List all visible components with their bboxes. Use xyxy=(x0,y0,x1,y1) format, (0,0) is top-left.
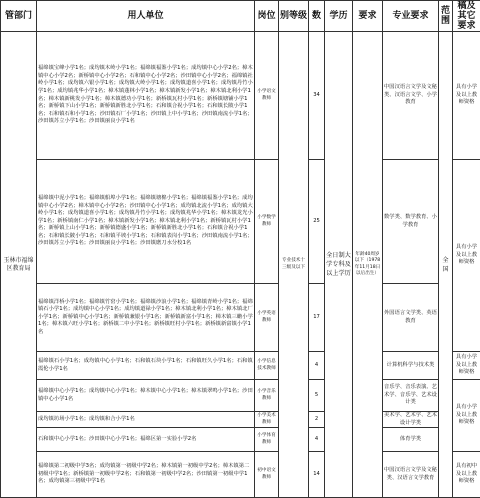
major-cell: 美术学、艺术学、艺术设计学类 xyxy=(383,412,439,428)
header-other: 稿及其它要求 xyxy=(453,1,480,32)
header-count: 数 xyxy=(309,1,325,32)
header-post: 岗位 xyxy=(255,1,279,32)
major-cell: 外国语言文学类、英语教育 xyxy=(383,284,439,352)
units-cell: 福绵镇宝峰小学1名；成均镇木岭小学1名；福绵镇福鉴小学1名；成均镇中心小学2名；樟木镇中心小学2名；新桥镇中心小学2名；石和镇中心小学2名；沙田镇中心小学2名；福绵镇社岭小学1名；成均镇六银小学1名；成均镇大岭小学1名；成均镇道喜小学1名；成均镇丹竹小学1名；成均镇兆华小学1名；樟木镇蓬林小学1名；樟木镇新发小学1名；樟木镇北利小学1名；樟木镇新桃发小学1名；樟木镇德功小学1名；新桥镇瓦村小学1名；新桥镇塘铺小学1名；新桥镇下山小学1名；新桥镇新胜北小学1名；石和镇合祝小学1名；石和镇长陂小学1名；石和镇石和小学1名；沙田镇石厂小学1名；沙田镇上中小学1名；沙田镇南流小学1名；沙田镇苏立小学1名；沙田镇丽良小学1名 xyxy=(37,32,255,160)
range-cell: 全国 xyxy=(439,32,453,498)
major-cell: 计算机科学与技术类 xyxy=(383,352,439,380)
header-req: 要求 xyxy=(353,1,383,32)
header-edu: 学历 xyxy=(325,1,353,32)
header-major: 专业要求 xyxy=(383,1,439,32)
table-row xyxy=(1,412,480,428)
major-cell: 中国汉语言文学及文秘类、汉语言文学教育 xyxy=(383,452,439,498)
major-cell: 数学类、数学教育、小学教育 xyxy=(383,160,439,284)
post-cell: 小学美术教师 xyxy=(255,412,279,428)
other-cell: 具有初中及以上教师资格 xyxy=(453,452,480,498)
units-cell: 福绵镇第二初级中学3名；成均镇第一初级中学2名；樟木镇第一初级中学2名；樟木镇第二初级中学1名；新桥镇第一初级中学2名；石和镇第一初级中学2名；沙田镇第一初级中学1名；成均镇第三初级中学1名 xyxy=(37,452,255,498)
units-cell: 石和镇中心小学1名；沙田镇中心小学1名；福绵区第一实验小学2名 xyxy=(37,428,255,452)
other-cell: 具有小学及以上教师资格 xyxy=(453,380,480,452)
table-row xyxy=(1,352,480,380)
units-cell: 福绵镇中心小学1名；成均镇中心小学1名；樟木镇中心小学1名；樟木镇翠鸣小学1名；沙田镇中心小学1名 xyxy=(37,380,255,412)
table-row xyxy=(1,452,480,498)
units-cell: 成均镇坊场小学1名；成均镇和合小学1名 xyxy=(37,412,255,428)
post-cell: 小学数学教师 xyxy=(255,160,279,284)
major-cell: 音乐学、音乐表演、艺术学、音乐学、艺术设计类 xyxy=(383,380,439,412)
post-cell: 初中语文教师 xyxy=(255,452,279,498)
edu-cell: 全日制大学专科及以上学历 xyxy=(325,32,353,498)
major-cell: 体育学类 xyxy=(383,428,439,452)
post-cell: 小学英语教师 xyxy=(255,284,279,352)
other-cell: 具有小学及以上教师资格 xyxy=(453,32,480,160)
table-row xyxy=(1,32,480,160)
units-cell: 福绵镇石小学1名；成均镇中心小学1名；石和镇石块小学1名；石和镇旺久小学1名；石和镇霞伦小学1名 xyxy=(37,352,255,380)
age-cell: 年龄40周岁以下（1978年11月18日以后出生） xyxy=(353,32,383,498)
other-cell-shared: 具有小学及以上教师资格 xyxy=(453,160,480,352)
dept-cell: 玉林市福绵区教育局 xyxy=(1,32,37,498)
table-row xyxy=(1,428,480,452)
count-cell: 4 xyxy=(309,352,325,380)
count-cell: 34 xyxy=(309,32,325,160)
header-dept: 管部门 xyxy=(1,1,37,32)
post-cell: 小学体育教师 xyxy=(255,428,279,452)
units-cell: 福绵镇洋桥小学1名；福绵镇竹窑小学1名；福绵镇沙浪小学1名；福绵镇青岭小学1名；福绵镇石小学1名；成均镇中心小学1名；成均镇道禄小学1名；樟木镇北利小学1名；樟木镇北厂小学1名；新桥镇中心小学1名；新桥镇兼银小学1名；新桥镇新富小学1名；樟木镇三蟾小学1名；樟木镇六旺小学1名；新桥镇二中小学1名；新桥镇旺村小学1名；新桥镇新富镇小学1名 xyxy=(37,284,255,352)
other-cell: 具有小学及以上教师资格 xyxy=(453,352,480,380)
count-cell: 2 xyxy=(309,412,325,428)
units-cell: 福绵镇中泥小学1名；福绵镇船埠小学1名；福绵镇塘棉小学1名；福绵镇福鉴小学1名；成均镇中心小学2名；樟木镇中心小学2名；沙田镇中心小学1名；成均镇北流小学1名；成均镇大岭小学1名；成均镇道喜小学1名；成均镇丹竹小学1名；成均镇兆华小学1名；樟木镇龙光小学1名；新桥镇南仁小学1名；樟木镇新发小学1名；樟木镇北利小学1名；新桥镇瓦村小学1名；新桥镇上山小学1名；新桥镇德盛小学1名；新桥镇新胜北小学1名；石和镇合祝小学1名；石和镇长陂小学1名；石和镇平坡小学1名；石和镇表岗小学1名；沙田镇南流小学1名；沙田镇苏立小学1名；沙田镇丽良小学1名；沙田镇磨刀水分校1名 xyxy=(37,160,255,284)
level-cell: 专业技术十三级及以下 xyxy=(279,32,309,498)
header-level: 别等级 xyxy=(279,1,309,32)
table-row xyxy=(1,284,480,352)
header-units: 用人单位 xyxy=(37,1,255,32)
major-cell: 中国汉语言文学及文秘类、汉语言文学、小学教育 xyxy=(383,32,439,160)
count-cell: 17 xyxy=(309,284,325,352)
table-row xyxy=(1,380,480,412)
count-cell: 5 xyxy=(309,380,325,412)
header-row xyxy=(1,1,480,32)
count-cell: 25 xyxy=(309,160,325,284)
count-cell: 14 xyxy=(309,452,325,498)
post-cell: 小学信息技术教师 xyxy=(255,352,279,380)
header-range: 范围 xyxy=(439,1,453,32)
count-cell: 4 xyxy=(309,428,325,452)
post-cell: 小学语文教师 xyxy=(255,32,279,160)
table-row xyxy=(1,160,480,284)
post-cell: 小学音乐教师 xyxy=(255,380,279,412)
